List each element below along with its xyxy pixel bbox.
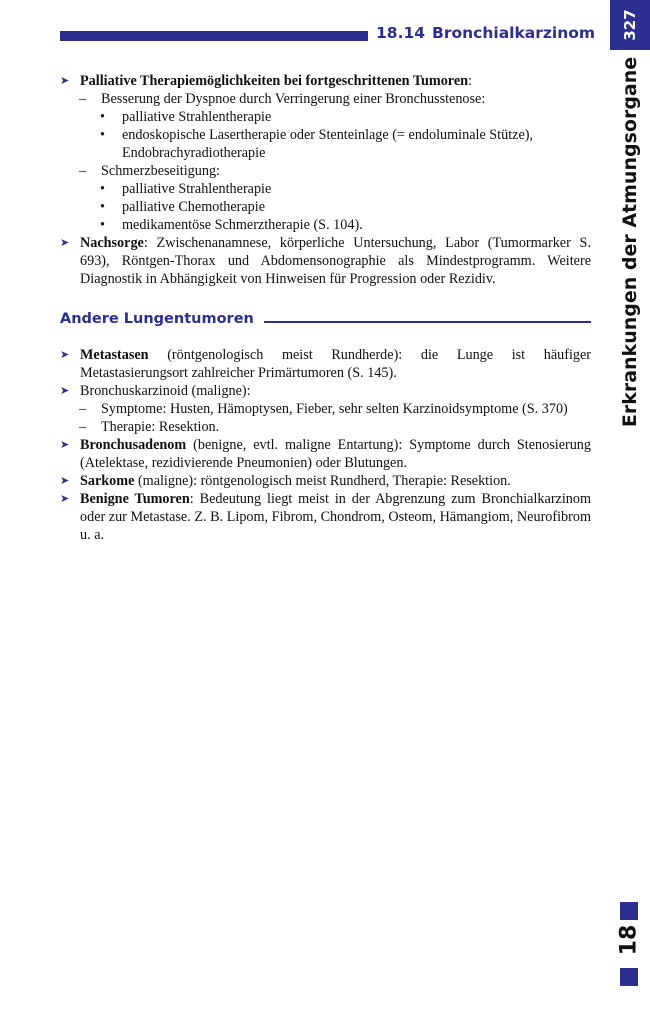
arrowhead-icon: ➤ [60,438,70,451]
item-label: Nachsorge [80,235,144,251]
section-heading-text: Andere Lungentumoren [60,311,264,327]
list-item: ➤ Metastasen (röntgenologisch meist Rundherde): die Lunge ist häufiger Metastasierungsort zahlreicher Primärtumoren (S. 145). [60,347,591,381]
arrowhead-icon: ➤ [60,492,70,505]
arrowhead-icon: ➤ [60,74,70,87]
chapter-title: Erkrankungen der Atmungsorgane [619,56,641,428]
section-number: 18.14 [376,24,426,42]
list-item: ➤ Bronchusadenom (benigne, evtl. maligne Entartung): Symptome durch Stenosierung (Atelektase, rezidivierende Pneumonien) oder Blutungen. [60,437,591,471]
page-number: 327 [621,9,639,41]
item-label: Metastasen [80,347,149,363]
item-label: Palliative Therapiemöglichkeiten bei fortgeschrittenen Tumoren [80,73,469,89]
arrowhead-icon: ➤ [60,348,70,361]
sub-item: – Besserung der Dyspnoe durch Verringerung einer Bronchusstenose: [79,91,486,107]
chapter-marker-bottom [620,968,638,986]
bullet-item: • endoskopische Lasertherapie oder Stenteinlage (= endoluminale Stütze), Endobrachyradiotherapie [100,127,534,161]
bullet-item: • palliative Strahlentherapie [100,109,272,125]
arrowhead-icon: ➤ [60,236,70,249]
item-label: Benigne Tumoren [80,491,190,507]
section-title: Bronchialkarzinom [432,24,596,42]
header-bar [60,31,368,41]
list-item: ➤ Nachsorge: Zwischenanamnese, körperliche Untersuchung, Labor (Tumormarker S. 693), Röntgen-Thorax und Abdomensonographie als Mindestprogramm. Weitere Diagnostik in Abhängigkeit von Hinweisen für Progression oder Rezidiv. [60,235,591,287]
sub-item: – Schmerzbeseitigung: [79,163,220,179]
section-heading [60,310,591,330]
sub-item: – Therapie: Resektion. [79,419,220,435]
list-item: ➤ Palliative Therapiemöglichkeiten bei fortgeschrittenen Tumoren: [60,73,472,89]
arrowhead-icon: ➤ [60,474,70,487]
sub-item: – Symptome: Husten, Hämoptysen, Fieber, sehr selten Karzinoidsymptome (S. 370) [79,401,568,417]
arrowhead-icon: ➤ [60,384,70,397]
running-header [376,24,595,42]
page-content [60,72,591,544]
bullet-item: • palliative Chemotherapie [100,199,266,215]
list-item: ➤ Bronchuskarzinoid (maligne): [60,383,251,399]
list-item: ➤ Benigne Tumoren: Bedeutung liegt meist in der Abgrenzung zum Bronchialkarzinom oder zur Metastase. Z. B. Lipom, Fibrom, Chondrom, Osteom, Hämangiom, Neurofibrom u. a. [60,491,592,543]
heading-rule [253,321,591,323]
item-label: Bronchusadenom [80,437,187,453]
bullet-item: • palliative Strahlentherapie [100,181,272,197]
list-item: ➤ Sarkome (maligne): röntgenologisch meist Rundherd, Therapie: Resektion. [60,473,511,489]
chapter-marker-top [620,902,638,920]
item-label: Sarkome [80,473,135,489]
chapter-number: 18 [616,924,642,956]
bullet-item: • medikamentöse Schmerztherapie (S. 104). [100,217,363,233]
